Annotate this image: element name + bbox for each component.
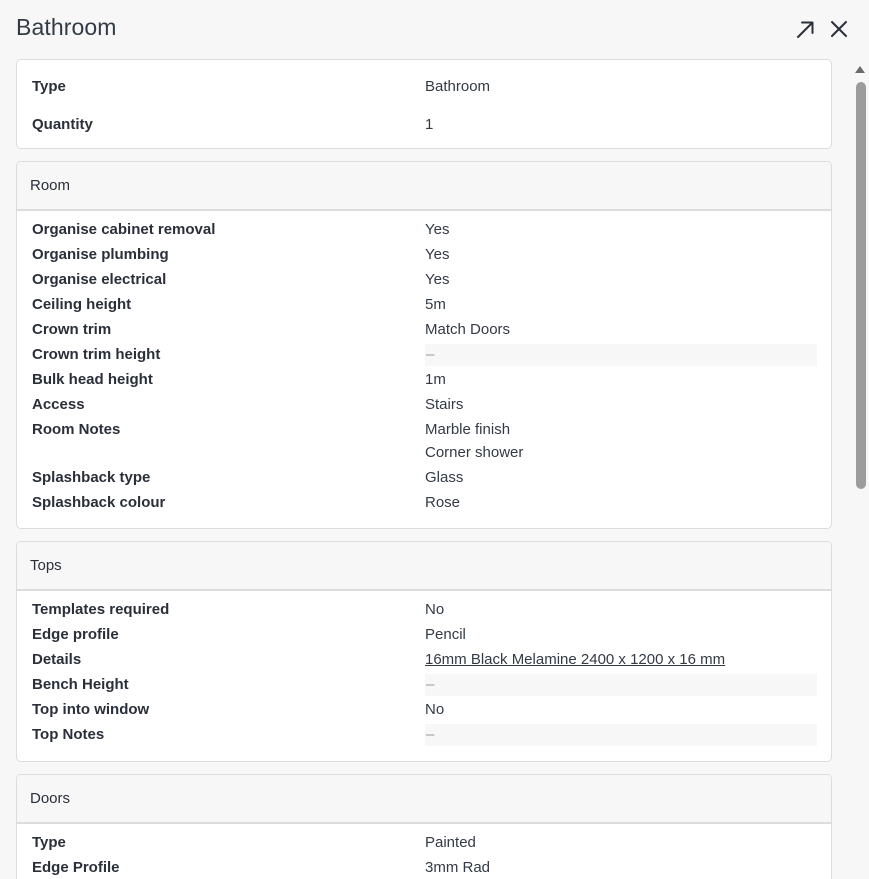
row-value: No: [425, 601, 445, 618]
room-section: [16, 161, 832, 529]
row-label: Details: [32, 651, 82, 668]
row-label: Crown trim: [32, 321, 112, 338]
details-link[interactable]: 16mm Black Melamine 2400 x 1200 x 16 mm: [425, 651, 726, 668]
row-value: Pencil: [425, 626, 466, 643]
row-label: Bulk head height: [32, 371, 153, 388]
row-value: 5m: [425, 296, 446, 313]
room-row: [17, 368, 831, 393]
tops-section: [16, 541, 832, 762]
row-value: Yes: [425, 221, 450, 238]
doors-section: [16, 774, 832, 879]
row-label: Top into window: [32, 701, 150, 718]
room-row: [17, 418, 831, 466]
summary-quantity-label: Quantity: [32, 116, 93, 133]
row-label: Top Notes: [32, 726, 105, 743]
row-value: Glass: [425, 469, 464, 486]
row-value-empty: –: [425, 724, 817, 746]
summary-type-value: Bathroom: [425, 78, 491, 95]
room-row: [17, 491, 831, 516]
doors-row: [17, 856, 831, 879]
room-row: [17, 466, 831, 491]
room-notes-line: Corner shower: [425, 444, 524, 461]
tops-row: [17, 648, 831, 673]
row-value-empty: –: [425, 344, 817, 366]
doors-row: [17, 831, 831, 856]
row-label: Edge profile: [32, 626, 119, 643]
summary-type-label: Type: [32, 78, 66, 95]
row-value: Yes: [425, 246, 450, 263]
row-value: Painted: [425, 834, 476, 851]
room-row: [17, 293, 831, 318]
tops-row: [17, 623, 831, 648]
row-label: Organise cabinet removal: [32, 221, 216, 238]
row-value: Yes: [425, 271, 450, 288]
row-label: Templates required: [32, 601, 170, 618]
row-value-empty: –: [425, 674, 817, 696]
row-label: Access: [32, 396, 85, 413]
summary-card: [16, 59, 832, 149]
row-value: 3mm Rad: [425, 859, 491, 876]
row-label: Splashback colour: [32, 494, 166, 511]
scroll-up-arrow-icon[interactable]: [855, 66, 865, 73]
summary-quantity-row: [17, 113, 831, 138]
close-icon[interactable]: [828, 18, 850, 40]
doors-section-heading: Doors: [17, 775, 831, 824]
row-value: [425, 421, 523, 467]
row-label: Crown trim height: [32, 346, 161, 363]
summary-quantity-value: 1: [425, 116, 434, 133]
row-label: Ceiling height: [32, 296, 132, 313]
row-label: Bench Height: [32, 676, 129, 693]
panel-header: [0, 0, 869, 58]
tops-section-heading: Tops: [17, 542, 831, 591]
arrow-up-right-icon[interactable]: [794, 18, 816, 40]
row-label: Type: [32, 834, 66, 851]
tops-row: [17, 723, 831, 748]
room-row: [17, 393, 831, 418]
room-notes-line: Marble finish: [425, 421, 511, 438]
tops-row: [17, 598, 831, 623]
panel-title: Bathroom: [16, 14, 117, 40]
row-value: Rose: [425, 494, 461, 511]
row-label: Organise plumbing: [32, 246, 169, 263]
room-row: [17, 318, 831, 343]
room-row: [17, 243, 831, 268]
room-row: [17, 218, 831, 243]
row-label: Splashback type: [32, 469, 151, 486]
room-section-heading: Room: [17, 162, 831, 211]
scrollbar-thumb[interactable]: [856, 82, 866, 489]
row-label: Organise electrical: [32, 271, 167, 288]
tops-row: [17, 673, 831, 698]
room-row: [17, 343, 831, 368]
row-value: 1m: [425, 371, 446, 388]
row-label: Room Notes: [32, 421, 121, 438]
room-row: [17, 268, 831, 293]
row-label: Edge Profile: [32, 859, 120, 876]
details-scroll-area[interactable]: [0, 58, 850, 879]
row-value: Match Doors: [425, 321, 511, 338]
row-value: No: [425, 701, 445, 718]
tops-row: [17, 698, 831, 723]
summary-type-row: [17, 75, 831, 100]
row-value: Stairs: [425, 396, 464, 413]
